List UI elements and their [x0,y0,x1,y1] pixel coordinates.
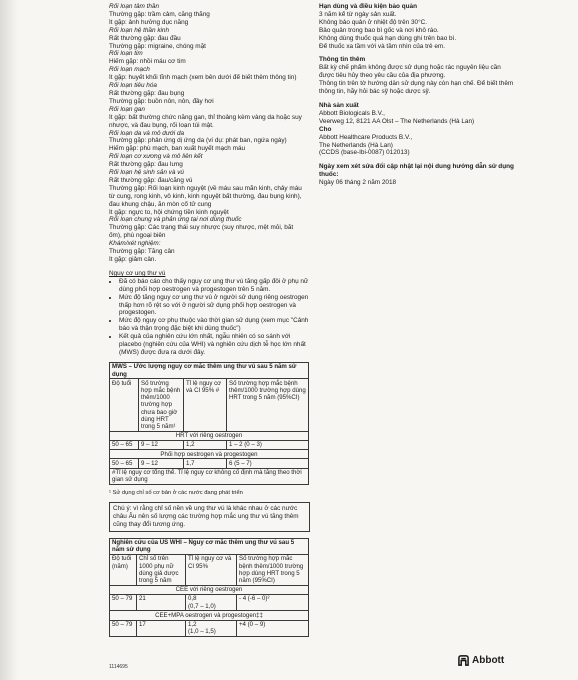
table-header-row [110,379,309,431]
review-heading-cont: thuốc: [319,171,339,179]
manufacturer-heading: Nhà sản xuất [319,101,359,109]
table-cell: 50 – 79 [110,620,137,636]
for-line: Abbott Healthcare Products B.V., [319,133,413,141]
side-effect-line: Rối loạn tâm thần [109,3,160,10]
breast-cancer-bullets [109,278,314,357]
table-footnote: #Tỉ lệ nguy cơ tổng thể. Tỉ lệ nguy cơ không cố định mà tăng theo thời gian sử dụng [110,468,309,484]
side-effect-line: Khám/xét nghiệm: [109,240,161,248]
whi-table-title: Nghiên cứu của US WHI – Nguy cơ mắc thêm ung thư vú sau 5 năm sử dụng [110,538,309,554]
bullet-item: • Mức độ tăng nguy cơ ung thư vú ở người sử dụng riêng oestrogen thấp hơn rõ rệt so với ở người sử dụng phối hợp oestrogen và progestogen. [119,294,314,318]
side-effect-line: Rất thường gặp: đau lưng [109,161,183,169]
side-effect-line: Rất thường gặp: đau bụng [109,89,185,97]
table-cell: 21 [137,594,186,610]
right-column [319,3,519,187]
side-effect-line: Thường gặp: phản ứng dị ứng da (ví dụ: phát ban, ngứa ngáy) [109,137,287,145]
table-row [110,620,309,636]
side-effects-list [109,3,314,264]
side-effect-line: Hiếm gặp: phù mạch, ban xuất huyết mạch máu [109,145,246,153]
table-cell: 17 [137,620,186,636]
manufacturer-line: Abbott Biologicals B.V., [319,109,385,117]
page-fold-shadow [0,0,18,680]
side-effect-line: Ít gặp: huyết khối tĩnh mạch (xem bên dưới để biết thêm thông tin) [109,74,297,82]
side-effect-line: Ít gặp: ảnh hưởng dục năng [109,18,189,26]
side-effect-line: Rối loạn tim [109,50,143,58]
side-effect-line: Rối loạn mạch [109,66,150,74]
note-box: Chú ý: vì rằng chỉ số nền về ung thư vú là khác nhau ở các nước châu Âu nên số lượng các trường hợp mắc ung thư vú tăng thêm cũng thay đổi tương ứng. [109,502,310,532]
storage-text [319,11,519,51]
table-cell: 50 – 65 [110,440,139,449]
side-effect-line: Ít gặp: bất thường chức năng gan, thỉ thoảng kèm vàng da hoặc suy [109,113,302,121]
storage-heading: Hạn dùng và điều kiện bảo quản [319,3,418,10]
side-effect-line: Rối loạn hệ sinh sản và vú [109,169,184,177]
table-row [110,459,309,468]
for-label: Cho [319,125,332,133]
table-row [110,594,309,610]
whi-table [109,538,309,637]
table-header-cell: Tỉ lệ nguy cơ và CI 95% [186,554,237,585]
table-header-row [110,554,309,585]
for-text [319,134,519,158]
table-section-row: Phối hợp oestrogen và progestogen [110,450,309,459]
side-effect-line: Rối loạn gan [109,105,145,113]
info-line: Bất kỳ chế phẩm không được sử dụng hoặc rác nguyên liệu cần [319,64,501,72]
table-header-cell: Số trường hợp mắc bệnh thêm/1000 trường hợp chưa bao giờ dùng HRT trong 5 năm¹ [139,379,184,431]
review-date: Ngày 06 tháng 2 năm 2018 [319,179,397,187]
storage-line: Không dùng thuốc quá hạn dùng ghi trên bao bì. [319,34,457,42]
table-cell: 50 – 79 [110,594,137,610]
side-effect-line: Ít gặp: giảm cân. [109,256,157,263]
left-column [109,3,314,637]
for-line: (CCDS (base-Ibi-0087) 012013) [319,149,410,157]
bullet-item: • Kết quả của nghiên cứu lớn nhất, ngẫu nhiên có so sánh với placebo (nghiên cứu của WHI) và nghiên cứu dịch tễ học lớn nhất (MWS) được đưa ra dưới đây. [119,333,314,357]
side-effect-line: Ít gặp: ngực to, hội chứng tiền kinh nguyệt [109,208,229,216]
side-effect-line: từ cung, rong kinh, vô kinh, kinh nguyệt bất thường, đau bụng kinh), [109,192,302,200]
table-cell: 1 – 2 (0 – 3) [227,440,309,449]
storage-line: Bảo quản trong bao bì gốc và nơi khô ráo. [319,26,439,34]
side-effect-line: Rất thường gặp: đau/căng vú [109,176,193,184]
brand-name: Abbott [472,655,505,666]
breast-cancer-heading: Nguy cơ ung thư vú [109,269,166,277]
table-cell: 0,8 (0,7 – 1,0) [186,594,237,610]
table-cell: 6 (5 – 7) [227,459,309,468]
info-line: Thông tin trên tờ hướng dẫn sử dụng này còn hạn chế. Để biết thêm [319,80,514,88]
table-header-cell: Số trường hợp mắc bệnh thêm/1000 trường hợp dùng HRT trong 5 năm (95%CI) [237,554,309,585]
side-effect-line: Rối loạn cơ xương và mô liên kết [109,153,203,161]
side-effect-line: ốm), phù ngoại biên [109,232,166,240]
side-effect-line: Thường gặp: buồn nôn, nôn, đầy hơi [109,97,214,105]
info-line: thông tin, hãy hỏi bác sỹ hoặc dược sỹ. [319,88,431,96]
manufacturer-line: Veerweg 12, 8121 AA Olst – The Netherlands (Hà Lan) [319,117,475,125]
table-header-cell: Độ tuổi [110,379,139,431]
side-effect-line: Rối loạn chung và phản ứng tại nơi dùng thuốc [109,216,242,224]
side-effect-line: Thường gặp: migraine, chóng mặt [109,42,206,50]
mws-table [109,362,309,485]
print-code: 1114695 [109,664,128,670]
table-header-cell: Chỉ số trên 1000 phụ nữ dùng giả dược trong 5 năm [137,554,186,585]
bullet-item: • Mức độ nguy cơ phụ thuộc vào thời gian sử dụng (xem mục "Cảnh báo và thận trọng đặc biệt khi dùng thuốc") [119,317,314,333]
table-cell: 1,2 [184,440,227,449]
table-cell: 1,2 (1,0 – 1,5) [186,620,237,636]
bullet-item: • Đã có báo cáo cho thấy nguy cơ ung thư vú tăng gấp đôi ở phụ nữ dùng phối hợp oestrogen và progestogen trên 5 năm. [119,278,314,294]
side-effect-line: nhược, và đau bụng, rối loạn túi mật. [109,121,214,129]
table-cell: 9 – 12 [139,459,184,468]
side-effect-line: Rối loạn hệ thần kinh [109,26,170,34]
side-effect-line: Hiếm gặp: nhồi máu cơ tim [109,58,186,66]
info-line: được tiêu hủy theo yêu cầu của địa phương. [319,72,446,80]
table-row [110,440,309,449]
side-effect-line: Thường gặp: Tăng cân [109,248,175,256]
table-cell: +4 (0 – 9) [237,620,309,636]
abbott-logo-icon [458,655,469,666]
abbott-logo [458,655,504,666]
table-header-cell: Tỉ lệ nguy cơ và CI 95% # [184,379,227,431]
storage-line: 3 năm kể từ ngày sản xuất. [319,10,397,18]
side-effect-line: Rối loạn tiêu hóa [109,82,157,90]
side-effect-line: đau khung chậu, ăn mòn cổ tử cung [109,200,212,208]
side-effect-line: Thường gặp: Các trạng thái suy nhược (suy nhược, mệt mỏi, bắt [109,224,294,232]
table-section-row: HRT với riêng oestrogen [110,431,309,440]
table-cell: - 4 (-6 – 0)² [237,594,309,610]
manufacturer-text [319,110,519,126]
side-effect-line: Rất thường gặp: đau đầu [109,34,181,42]
for-line: The Netherlands (Hà Lan) [319,141,393,149]
table-header-cell: Độ tuổi (năm) [110,554,137,585]
table-section-row: CEE với riêng oestrogen [110,585,309,594]
side-effect-line: Thường gặp: Rối loạn kinh nguyệt (về máu sau mãn kinh, chảy máu [109,184,302,192]
superscript-note: ¹ Sử dụng chỉ số cơ bản ở các nước đang phát triển [109,489,243,496]
side-effect-line: Thường gặp: trầm cảm, căng thẳng [109,10,210,18]
storage-line: Để thuốc xa tầm với và tầm nhìn của trẻ em. [319,42,446,50]
review-heading: Ngày xem xét sửa đổi cập nhật lại nội dung hướng dẫn sử dụng [319,163,514,171]
storage-line: Không bảo quản ở nhiệt độ trên 30°C. [319,18,428,26]
info-text [319,64,519,96]
table-cell: 1,7 [184,459,227,468]
table-section-row: CEE+MPA oestrogen và progestogen‡‡ [110,611,309,620]
mws-table-title: MWS – Ước lượng nguy cơ mắc thêm ung thư vú sau 5 năm sử dụng [110,362,309,378]
info-heading: Thông tin thêm [319,56,366,64]
table-header-cell: Số trường hợp mắc bệnh thêm/1000 trường hợp dùng HRT trong 5 năm (95%CI) [227,379,309,431]
side-effect-line: Rối loạn da và mô dưới da [109,129,185,137]
table-cell: 9 – 12 [139,440,184,449]
table-cell: 50 – 65 [110,459,139,468]
